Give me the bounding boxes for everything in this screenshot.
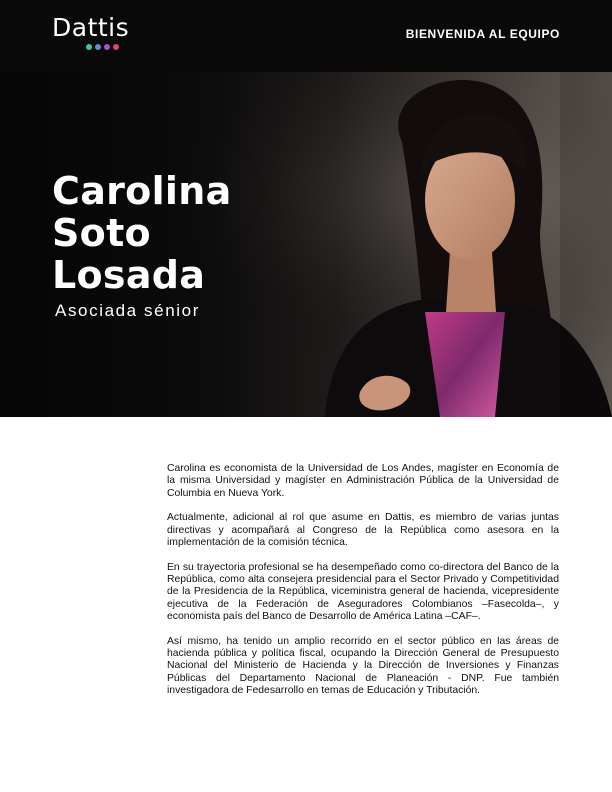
logo-dot xyxy=(113,44,119,50)
name-line: Soto xyxy=(52,211,151,255)
bio-text xyxy=(167,463,559,710)
person-name xyxy=(52,170,232,296)
header-bar xyxy=(0,0,612,72)
person-role: Asociada sénior xyxy=(55,301,200,320)
logo-dot xyxy=(104,44,110,50)
logo-dots xyxy=(86,44,129,50)
bio-paragraph: En su trayectoria profesional se ha desempeñado como co-directora del Banco de la República, como alta consejera presidencial para el Sector Privado y Competitividad de la Presidencia de la República, viceministra general de hacienda, vicepresidente ejecutiva de la Federación de Aseguradores Colombianos –Fasecolda–, y economista país del Banco de Desarrollo de América Latina –CAF–. xyxy=(167,561,559,622)
logo-text: Dattis xyxy=(52,13,130,42)
dattis-logo xyxy=(52,14,129,50)
name-line: Carolina xyxy=(52,169,232,213)
name-line: Losada xyxy=(52,253,206,297)
logo-dot xyxy=(86,44,92,50)
bio-paragraph: Así mismo, ha tenido un amplio recorrido en el sector público en las áreas de hacienda pública y política fiscal, ocupando la Dirección General de Presupuesto Nacional del Ministerio de Hacienda y la Dirección de Inversiones y Finanzas Públicas del Departamento Nacional de Planeación - DNP. Fue también investigadora de Fedesarrollo en temas de Educación y Tributación. xyxy=(167,635,559,696)
hero-banner xyxy=(0,72,612,417)
bio-paragraph: Carolina es economista de la Universidad de Los Andes, magíster en Economía de la misma Universidad y magíster en Administración Pública de la Universidad de Columbia en Nueva York. xyxy=(167,463,559,499)
header-title: BIENVENIDA AL EQUIPO xyxy=(405,27,560,41)
bio-paragraph: Actualmente, adicional al rol que asume en Dattis, es miembro de varias juntas directivas y acompañará al Congreso de la República como asesora en la implementación de la comisión técnica. xyxy=(167,512,559,548)
logo-dot xyxy=(95,44,101,50)
